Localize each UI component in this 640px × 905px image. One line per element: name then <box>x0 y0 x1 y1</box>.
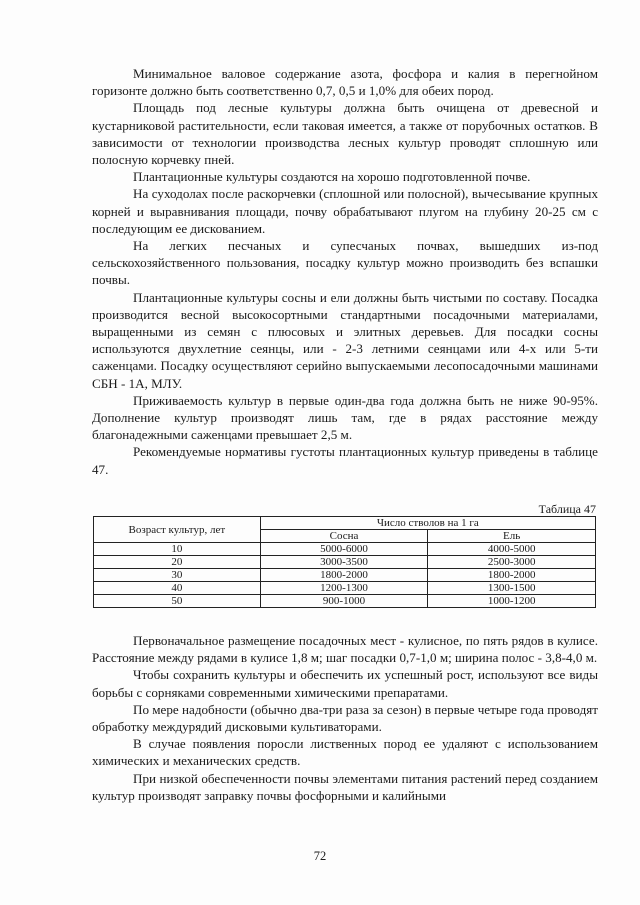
cell-age: 10 <box>94 543 261 556</box>
table-row <box>94 543 596 556</box>
header-sosna: Сосна <box>260 530 428 543</box>
cell-sosna: 1200-1300 <box>260 582 428 595</box>
paragraph-6: Плантационные культуры сосны и ели должны быть чистыми по составу. Посадка производится весной высокосортными стандартными посадочными материалами, выращенными из семян с плюсовых и элитных деревьев. Для посадки сосны используются двухлетние сеянцы, или - 2-3 летними сеянцами или 4-х или 5-ти саженцами. Посадку осуществляют серийно выпускаемыми лесопосадочными машинами СБН - 1А, МЛУ. <box>92 289 598 391</box>
cell-el: 1000-1200 <box>428 595 596 608</box>
cell-el: 1300-1500 <box>428 582 596 595</box>
cell-sosna: 900-1000 <box>260 595 428 608</box>
cell-age: 30 <box>94 569 261 582</box>
page-number: 72 <box>313 849 327 863</box>
table-row <box>94 582 596 595</box>
cell-el: 2500-3000 <box>428 556 596 569</box>
header-age: Возраст культур, лет <box>94 517 261 543</box>
density-table <box>93 516 596 608</box>
cell-age: 20 <box>94 556 261 569</box>
body-text-continued <box>92 632 598 804</box>
cell-el: 4000-5000 <box>428 543 596 556</box>
cell-age: 50 <box>94 595 261 608</box>
paragraph-2: Площадь под лесные культуры должна быть очищена от древесной и кустарниковой растительности, если таковая имеется, а также от порубочных остатков. В зависимости от технологии производства лесных культур проводят сплошную или полосную корчевку пней. <box>92 100 598 168</box>
cell-sosna: 3000-3500 <box>260 556 428 569</box>
paragraph-7: Приживаемость культур в первые один-два года должна быть не ниже 90-95%. Дополнение культур производят лишь там, где в рядах расстояние между благонадежными саженцами превышает 2,5 м. <box>92 392 598 443</box>
paragraph-13: При низкой обеспеченности почвы элементами питания растений перед созданием культур производят заправку почвы фосфорными и калийными <box>92 770 598 803</box>
header-group: Число стволов на 1 га <box>260 517 595 530</box>
table-caption: Таблица 47 <box>538 502 596 516</box>
paragraph-3: Плантационные культуры создаются на хорошо подготовленной почве. <box>133 169 531 185</box>
body-text <box>92 65 598 478</box>
paragraph-9: Первоначальное размещение посадочных мест - кулисное, по пять рядов в кулисе. Расстояние между рядами в кулисе 1,8 м; шаг посадки 0,7-1,0 м; ширина полос - 3,8-4,0 м. <box>92 633 598 666</box>
paragraph-4: На суходолах после раскорчевки (сплошной или полосной), вычесывание крупных корней и выравнивания площади, почву обрабатывают плугом на глубину 20-25 см с последующим ее дискованием. <box>92 186 598 236</box>
paragraph-5: На легких песчаных и супесчаных почвах, вышедших из-под сельскохозяйственного пользования, посадку культур можно производить без вспашки почвы. <box>92 238 598 288</box>
table-row <box>94 569 596 582</box>
cell-el: 1800-2000 <box>428 569 596 582</box>
table-row <box>94 556 596 569</box>
cell-age: 40 <box>94 582 261 595</box>
paragraph-12: В случае появления поросли лиственных пород ее удаляют с использованием химических и механических средств. <box>92 736 598 769</box>
table-row <box>94 595 596 608</box>
paragraph-11: По мере надобности (обычно два-три раза за сезон) в первые четыре года проводят обработку междурядий дисковыми культиваторами. <box>92 701 598 735</box>
paragraph-10: Чтобы сохранить культуры и обеспечить их успешный рост, используют все виды борьбы с сорняками современными химическими препаратами. <box>92 667 598 700</box>
cell-sosna: 1800-2000 <box>260 569 428 582</box>
paragraph-8: Рекомендуемые нормативы густоты плантационных культур приведены в таблице 47. <box>92 444 598 477</box>
header-el: Ель <box>428 530 596 543</box>
cell-sosna: 5000-6000 <box>260 543 428 556</box>
paragraph-1: Минимальное валовое содержание азота, фосфора и калия в перегнойном горизонте должно быть соответственно 0,7, 0,5 и 1,0% для обеих пород. <box>92 66 598 99</box>
